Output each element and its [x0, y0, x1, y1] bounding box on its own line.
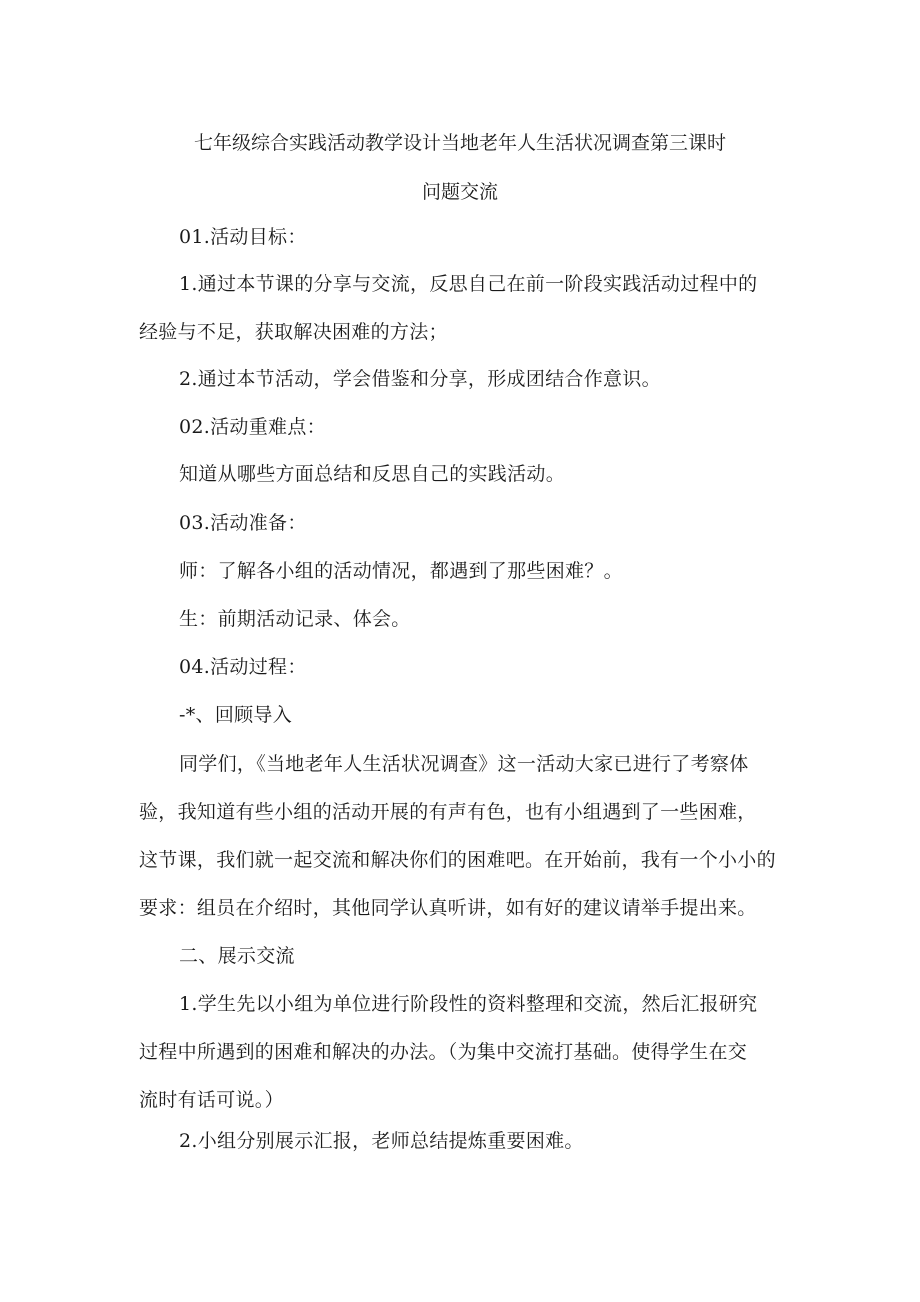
part-2-item-1-line-3: 流时有话可说。） [139, 1089, 284, 1111]
title-line-1: 七年级综合实践活动教学设计当地老年人生活状况调查第三课时 [193, 132, 726, 154]
part-2-item-2: 2.小组分别展示汇报，老师总结提炼重要困难。 [179, 1130, 584, 1152]
section-4-heading: 04.活动过程： [179, 656, 307, 678]
part-1-heading: -*、回顾导入 [179, 704, 293, 726]
objective-2: 2.通过本节活动，学会借鉴和分享，形成团结合作意识。 [179, 368, 661, 390]
part-2-item-1-line-1: 1.学生先以小组为单位进行阶段性的资料整理和交流，然后汇报研究 [179, 993, 758, 1015]
section-1-heading: 01.活动目标： [179, 226, 307, 248]
section-2-text: 知道从哪些方面总结和反思自己的实践活动。 [179, 463, 566, 485]
title-line-2: 问题交流 [421, 181, 498, 203]
section-2-heading: 02.活动重难点： [179, 416, 326, 438]
part-1-line-1: 同学们，《当地老年人生活状况调查》这一活动大家已进行了考察体 [179, 753, 749, 775]
part-2-item-1-line-2: 过程中所遇到的困难和解决的办法。（为集中交流打基础。使得学生在交 [139, 1041, 748, 1063]
objective-1-line-1: 1.通过本节课的分享与交流，反思自己在前一阶段实践活动过程中的 [179, 273, 758, 295]
part-1-line-2: 验，我知道有些小组的活动开展的有声有色，也有小组遇到了一些困难， [139, 801, 757, 823]
part-1-line-3: 这节课，我们就一起交流和解决你们的困难吧。在开始前，我有一个小小的 [139, 849, 776, 871]
section-3-heading: 03.活动准备： [179, 512, 307, 534]
objective-1-line-2: 经验与不足，获取解决困难的方法； [139, 321, 448, 343]
part-1-line-4: 要求：组员在介绍时，其他同学认真听讲，如有好的建议请举手提出来。 [139, 897, 757, 919]
teacher-preparation: 师：了解各小组的活动情况，都遇到了那些困难？。 [179, 560, 623, 582]
part-2-heading: 二、展示交流 [179, 945, 295, 967]
student-preparation: 生：前期活动记录、体会。 [179, 608, 411, 630]
